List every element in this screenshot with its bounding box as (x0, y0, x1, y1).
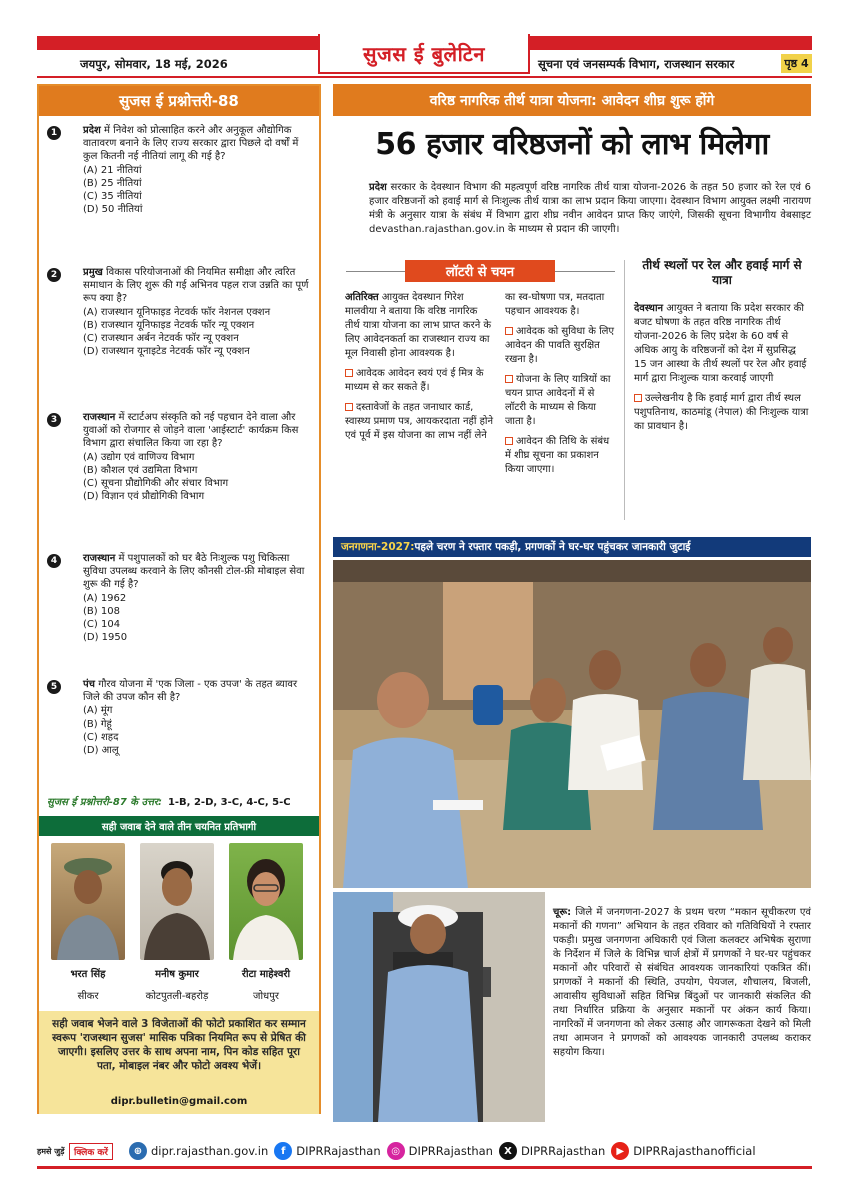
lead-text: सरकार के देवस्थान विभाग की महत्वपूर्ण वरिष्ठ नागरिक तीर्थ यात्रा योजना-2026 के तहत 50 हजार को रेल एवं 6 हजार वरिष्ठजनों को हवाई मार्ग से निःशुल्क तीर्थ यात्रा का लाभ प्रदान किया जाएगा। देवस्थान विभाग आयुक्त लक्ष्मी नारायण मंत्री के अनुसार यात्रा के संबंध में विभाग द्वारा शीघ्र नवीन आवेदन प्राप्त किए जाएंगे, जिसकी सूचना विभागीय वेबसाइट devasthan.rajasthan.gov.in के माध्यम से प्रदान की जाएगी। (369, 182, 811, 235)
option: (D) आलू (83, 745, 119, 757)
masthead-box (318, 34, 530, 74)
instagram-icon: ◎ (387, 1142, 405, 1160)
col1-bold: अतिरिक्त (345, 292, 379, 303)
click-here-button[interactable]: क्लिक करें (69, 1143, 113, 1160)
article-headline: 56 हजार वरिष्ठजनों को लाभ मिलेगा (375, 127, 769, 162)
winner-photo (140, 843, 214, 960)
winners-title: सही जवाब देने वाले तीन चयनित प्रतिभागी (39, 816, 319, 836)
question-number: 4 (47, 554, 61, 568)
column-divider (624, 260, 625, 520)
submission-note: सही जवाब भेजने वाले 3 विजेताओं की फोटो प्रकाशित कर सम्मान स्वरूप 'राजस्थान सुजस' मासिक पत्रिका नियमित रूप से प्रेषित की जाएगी। इसलिए उत्तर के साथ अपना नाम, पिन कोड सहित पूरा पता, मोबाइल नंबर और फोटो अवश्य भेजें। (52, 1018, 306, 1072)
option: (B) राजस्थान यूनिफाइड नेटवर्क फॉर न्यू एक्शन (83, 319, 255, 331)
article-banner: वरिष्ठ नागरिक तीर्थ यात्रा योजना: आवेदन शीघ्र शुरू होंगे (333, 84, 811, 116)
question-text: गौरव योजना में 'एक जिला - एक उपज' के तहत ब्यावर जिले की उपज कौन सी है? (83, 679, 298, 704)
option: (D) विज्ञान एवं प्रौद्योगिकी विभाग (83, 491, 205, 503)
x-icon: X (499, 1142, 517, 1160)
lottery-heading: लॉटरी से चयन (405, 260, 555, 282)
youtube-link[interactable]: DIPRRajasthanofficial (633, 1144, 756, 1158)
question-1 (45, 124, 315, 216)
option: (D) 1950 (83, 632, 128, 644)
census-banner (333, 537, 811, 557)
facebook-icon: f (274, 1142, 292, 1160)
option: (C) सूचना प्रौद्योगिकी और संचार विभाग (83, 478, 229, 490)
col2-text: का स्व-घोषणा पत्र, मतदाता पहचान आवश्यक है। (505, 292, 605, 317)
question-lead: पंच (83, 679, 96, 690)
census-title: पहले चरण ने रफ्तार पकड़ी, प्रगणकों ने घर-घर पहुंचकर जानकारी जुटाई (414, 541, 691, 553)
quiz-title: सुजस ई प्रश्नोत्तरी-88 (39, 86, 319, 116)
option: (A) 21 नीतियां (83, 164, 142, 176)
question-2 (45, 266, 315, 358)
census-body (553, 906, 811, 1060)
question-number: 3 (47, 413, 61, 427)
pilgrimage-heading: तीर्थ स्थलों पर रेल और हवाई मार्ग से यात्रा (642, 258, 802, 287)
question-4 (45, 552, 315, 644)
facebook-link[interactable]: DIPRRajasthan (296, 1144, 381, 1158)
option: (B) 25 नीतियां (83, 177, 142, 189)
census-dateline: चूरू: (553, 907, 572, 918)
option: (A) मूंग (83, 705, 113, 717)
page-number: पृष्ठ 4 (781, 54, 812, 73)
footer-links (37, 1140, 812, 1162)
option: (C) 35 नीतियां (83, 191, 142, 203)
dateline: जयपुर, सोमवार, 18 मई, 2026 (80, 57, 228, 71)
quiz-panel (37, 84, 321, 1114)
winner-photo (229, 843, 303, 960)
col3-bold: देवस्थान (634, 303, 664, 314)
option: (C) शहद (83, 731, 119, 743)
question-text: में पशुपालकों को घर बैठे निःशुल्क पशु चिकित्सा सुविधा उपलब्ध करवाने के लिए कौनसी टोल-फ्री मोबाइल सेवा शुरू की गई है? (83, 553, 305, 591)
pilgrimage-col (634, 302, 810, 434)
bullet-icon (345, 403, 353, 411)
globe-icon: ⊕ (129, 1142, 147, 1160)
question-number: 2 (47, 268, 61, 282)
census-text: जिले में जनगणना-2027 के प्रथम चरण “मकान सूचीकरण एवं मकानों की गणना” अभियान के तहत रविवार को गतिविधियों ने रफ्तार पकड़ी। प्रमुख जनगणना अधिकारी एवं जिला कलक्टर अभिषेक सुराणा के निर्देशन में जिले के विभिन्न चार्ज क्षेत्रों में प्रगणकों ने घर-घर पहुंचकर मकानों और परिवारों से संबंधित आवश्यक जानकारियां एकत्रित कीं। प्रगणकों ने मकानों की स्थिति, उपयोग, पेयजल, शौचालय, बिजली, आवासीय सुविधाओं सहित विभिन्न बिंदुओं पर जानकारी संकलित की तथा निर्धारित प्रक्रिया के अनुसार मकानों पर अंकन कार्य किया। नागरिकों में जनगणना को लेकर उत्साह और जागरूकता देखने को मिली तथा आमजन ने प्रगणकों को आवश्यक जानकारी उपलब्ध कराकर सहयोग किया। (553, 907, 811, 1058)
bullet-icon (505, 375, 513, 383)
lottery-col-2 (505, 291, 617, 477)
option: (C) राजस्थान अर्बन नेटवर्क फॉर न्यू एक्शन (83, 333, 239, 345)
option: (D) 50 नीतियां (83, 204, 143, 216)
winner-photo (51, 843, 125, 960)
col2-bullet: आवेदन की तिथि के संबंध में शीघ्र सूचना का प्रकाशन किया जाएगा। (505, 436, 610, 475)
bullet-icon (505, 327, 513, 335)
col3-bullet: उल्लेखनीय है कि हवाई मार्ग द्वारा तीर्थ स्थल पशुपतिनाथ, काठमांडू (नेपाल) की निःशुल्क यात्रा का प्रावधान है। (634, 393, 809, 432)
contact-email[interactable]: dipr.bulletin@gmail.com (110, 1096, 248, 1107)
option: (C) 104 (83, 619, 121, 631)
lottery-col-1 (345, 291, 495, 443)
census-photo-main (333, 560, 811, 888)
divider (346, 271, 406, 272)
youtube-icon: ▶ (611, 1142, 629, 1160)
question-lead: राजस्थान (83, 553, 116, 564)
article-lead (369, 181, 811, 237)
question-lead: राजस्थान (83, 412, 116, 423)
lead-bold: प्रदेश (369, 182, 387, 193)
x-link[interactable]: DIPRRajasthan (520, 1144, 606, 1158)
website-link[interactable]: dipr.rajasthan.gov.in (150, 1144, 269, 1158)
col2-bullet: योजना के लिए यात्रियों का चयन प्राप्त आवेदनों में से लॉटरी के माध्यम से किया जाता है। (505, 374, 611, 427)
question-text: में निवेश को प्रोत्साहित करने और अनुकूल औद्योगिक वातावरण बनाने के लिए राज्य सरकार द्वारा पिछले दो वर्षों में कुल कितनी नई नीतियां लागू की गई है? (83, 125, 299, 163)
winner-name: रीटा माहेश्वरी (241, 969, 291, 980)
question-lead: प्रदेश (83, 125, 101, 136)
bullet-icon (634, 394, 642, 402)
winner-city: जोधपुर (253, 991, 279, 1002)
join-us-label: हमसे जुड़ें (37, 1146, 65, 1156)
winner-city: सीकर (77, 991, 99, 1002)
bullet-icon (345, 369, 353, 377)
question-lead: प्रमुख (83, 267, 103, 278)
answers-label: सुजस ई प्रश्नोत्तरी-87 के उत्तर: (47, 797, 162, 808)
winner-name: मनीष कुमार (155, 969, 199, 980)
divider (555, 271, 615, 272)
option: (B) गेहूं (83, 718, 112, 730)
winner-name: भरत सिंह (70, 969, 106, 980)
question-text: विकास परियोजनाओं की नियमित समीक्षा और त्वरित समाधान के लिए शुरू की गई अभिनव पहल राज उन्नति का पूर्ण रूप क्या है? (83, 267, 309, 305)
option: (D) राजस्थान यूनाइटेड नेटवर्क फॉर न्यू एक्शन (83, 346, 250, 358)
option: (A) उद्योग एवं वाणिज्य विभाग (83, 451, 195, 463)
census-photo-door (333, 892, 545, 1122)
option: (B) कौशल एवं उद्यमिता विभाग (83, 464, 198, 476)
question-number: 5 (47, 680, 61, 694)
col3-text: आयुक्त ने बताया कि प्रदेश सरकार की बजट घोषणा के तहत वरिष्ठ नागरिक तीर्थ योजना-2026 के लिए प्रदेश के 60 वर्ष से अधिक आयु के वरिष्ठजनों को देश में सुप्रसिद्ध 15 जन आस्था के तीर्थ स्थलों पर रेल और हवाई मार्ग द्वारा निःशुल्क यात्रा करवाई जाएगी (634, 303, 807, 384)
col2-bullet: आवेदक को सुविधा के लिए आवेदन की पावति सुरक्षित रखना है। (505, 326, 614, 365)
header-rule (37, 76, 812, 78)
footer-rule (37, 1166, 812, 1169)
instagram-link[interactable]: DIPRRajasthan (408, 1144, 493, 1158)
option: (A) राजस्थान यूनिफाइड नेटवर्क फॉर नेशनल एक्शन (83, 306, 271, 318)
bullet-icon (505, 437, 513, 445)
masthead-title: सुजस ई बुलेटिन (363, 41, 485, 66)
winner-city: कोटपुतली-बहरोड़ (145, 991, 209, 1002)
col1-bullet: दस्तावेजों के तहत जनाधार कार्ड, स्वास्थ्य प्रमाण पत्र, आयकरदाता नहीं होने एवं पूर्व में इस योजना का लाभ नहीं लेने (345, 402, 494, 441)
question-5 (45, 678, 315, 757)
question-number: 1 (47, 126, 61, 140)
option: (A) 1962 (83, 592, 127, 604)
question-text: में स्टार्टअप संस्कृति को नई पहचान देने वाला और युवाओं को रोजगार से जोड़ने वाला 'आईस्टार्ट' कार्यक्रम किस विभाग द्वारा संचालित किया जा रहा है? (83, 412, 299, 450)
department-name: सूचना एवं जनसम्पर्क विभाग, राजस्थान सरकार (538, 57, 735, 71)
col1-bullet: आवेदक आवेदन स्वयं एवं ई मित्र के माध्यम से कर सकते हैं। (345, 368, 484, 393)
option: (B) 108 (83, 605, 120, 617)
col1-text: आयुक्त देवस्थान गिरेश मालवीया ने बताया कि वरिष्ठ नागरिक तीर्थ यात्रा योजना का लाभ प्राप्त करने के लिए आवेदनकर्ता का राजस्थान राज्य का मूल निवासी होना आवश्यक है। (345, 292, 492, 359)
question-3 (45, 411, 315, 503)
previous-answers (47, 794, 317, 808)
answers-value: 1-B, 2-D, 3-C, 4-C, 5-C (167, 797, 291, 808)
census-label: जनगणना-2027: (341, 541, 415, 553)
